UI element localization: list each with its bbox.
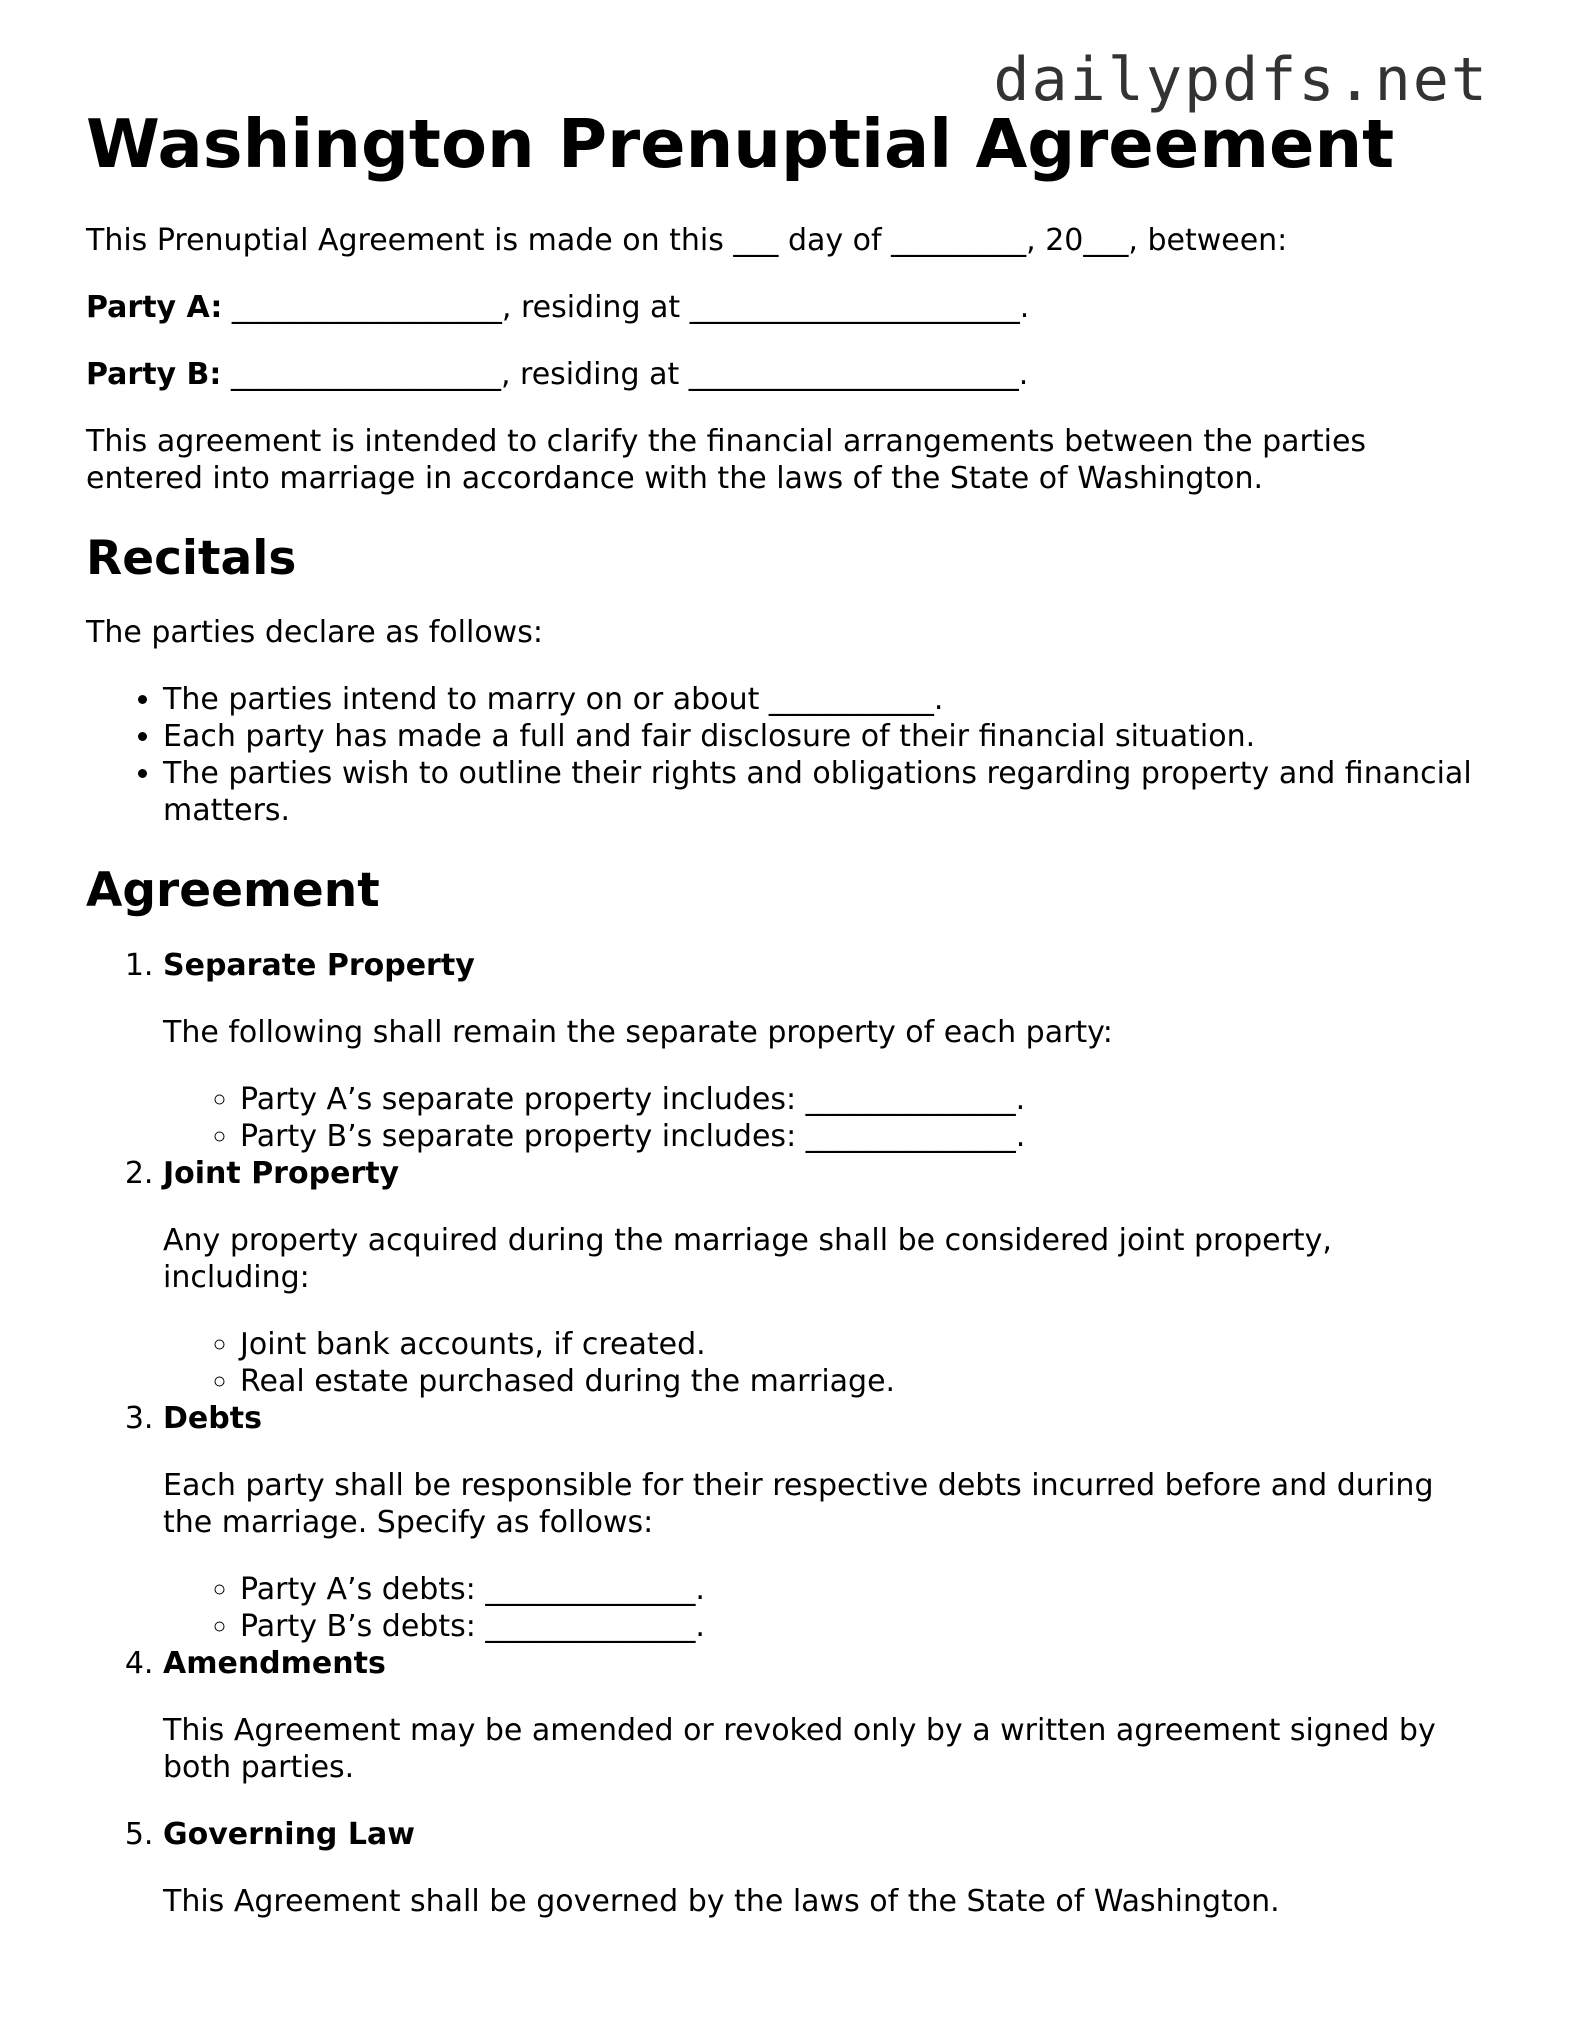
section-item: ◦ Party B’s separate property includes: ______________. bbox=[240, 1118, 1486, 1155]
section-title: 2. Joint Property bbox=[163, 1156, 400, 1192]
section-items bbox=[163, 1081, 1486, 1155]
section-title: 5. Governing Law bbox=[163, 1817, 415, 1853]
section-separate-property bbox=[163, 947, 1486, 1155]
recitals-lead: The parties declare as follows: bbox=[86, 615, 543, 651]
recital-item: • The parties intend to marry on or about ___________. bbox=[163, 681, 1486, 718]
section-governing-law bbox=[163, 1816, 1486, 1920]
section-body: Each party shall be responsible for their respective debts incurred before and during the marriage. Specify as follows: bbox=[163, 1468, 1434, 1541]
document-body bbox=[86, 105, 1486, 1950]
section-title: 3. Debts bbox=[163, 1401, 262, 1437]
watermark: dailypdfs.net bbox=[993, 45, 1489, 115]
intro-paragraph: This Prenuptial Agreement is made on this ___ day of _________, 20___, between: bbox=[86, 222, 1288, 258]
section-title: 4. Amendments bbox=[163, 1646, 386, 1682]
section-body: The following shall remain the separate property of each party: bbox=[163, 1015, 1113, 1051]
section-item: ◦ Joint bank accounts, if created. bbox=[240, 1326, 1486, 1363]
party-a-label: Party A: bbox=[86, 289, 223, 325]
section-items bbox=[163, 1571, 1486, 1645]
section-joint-property bbox=[163, 1155, 1486, 1400]
party-b-line bbox=[86, 356, 1486, 393]
section-items bbox=[163, 1326, 1486, 1400]
section-item: ◦ Party B’s debts: ______________. bbox=[240, 1608, 1486, 1645]
section-body: This Agreement shall be governed by the laws of the State of Washington. bbox=[163, 1884, 1280, 1920]
recitals-heading: Recitals bbox=[86, 530, 297, 586]
purpose-paragraph: This agreement is intended to clarify the financial arrangements between the parties entered into marriage in accordance with the laws of the State of Washington. bbox=[86, 423, 1367, 496]
party-a-line bbox=[86, 289, 1486, 326]
section-item: ◦ Real estate purchased during the marriage. bbox=[240, 1363, 1486, 1400]
section-title: 1. Separate Property bbox=[163, 948, 475, 984]
agreement-sections bbox=[86, 947, 1486, 1920]
agreement-heading: Agreement bbox=[86, 863, 380, 919]
section-item: ◦ Party A’s debts: ______________. bbox=[240, 1571, 1486, 1608]
recital-item: • The parties wish to outline their rights and obligations regarding property and financial matters. bbox=[163, 755, 1486, 829]
party-a-text: __________________, residing at ______________________. bbox=[222, 289, 1030, 325]
party-b-label: Party B: bbox=[86, 356, 222, 392]
recitals-list bbox=[86, 681, 1486, 829]
section-amendments bbox=[163, 1645, 1486, 1786]
section-debts bbox=[163, 1400, 1486, 1645]
section-item: ◦ Party A’s separate property includes: ______________. bbox=[240, 1081, 1486, 1118]
party-b-text: __________________, residing at ______________________. bbox=[221, 356, 1029, 392]
section-body: Any property acquired during the marriage shall be considered joint property, including: bbox=[163, 1223, 1332, 1296]
document-title: Washington Prenuptial Agreement bbox=[86, 105, 1395, 183]
section-body: This Agreement may be amended or revoked only by a written agreement signed by both parties. bbox=[163, 1713, 1436, 1786]
recital-item: • Each party has made a full and fair disclosure of their financial situation. bbox=[163, 718, 1486, 755]
